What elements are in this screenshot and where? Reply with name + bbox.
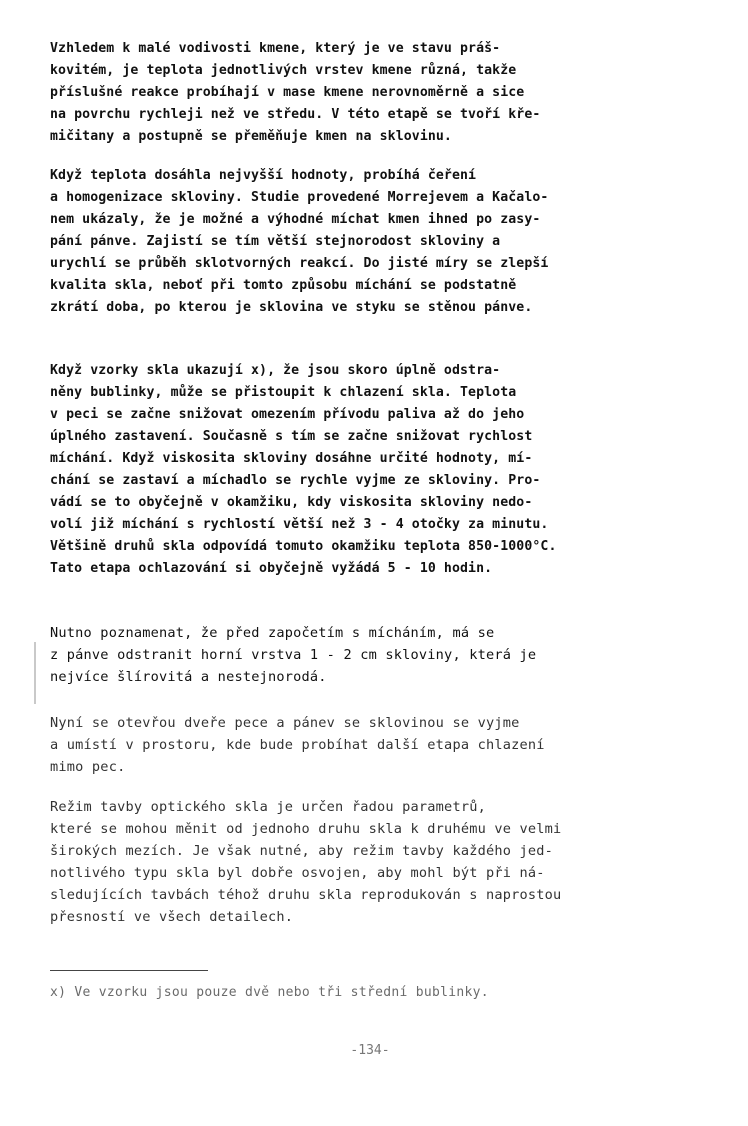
text-line: mičitany a postupně se přeměňuje kmen na sklovinu. xyxy=(50,129,452,144)
paragraph-4 xyxy=(50,622,710,688)
text-line: příslušné reakce probíhají v mase kmene nerovnoměrně a sice xyxy=(50,85,525,100)
paragraph-2 xyxy=(50,165,710,319)
text-line: v peci se začne snižovat omezením přívodu paliva až do jeho xyxy=(50,407,525,422)
page-number: -134- xyxy=(350,1043,390,1058)
text-line: které se mohou měnit od jednoho druhu skla k druhému ve velmi xyxy=(50,821,562,837)
text-line: chání se zastaví a míchadlo se rychle vyjme ze skloviny. Pro- xyxy=(50,473,541,488)
paragraph-1 xyxy=(50,38,710,148)
text-line: sledujících tavbách téhož druhu skla reprodukován s naprostou xyxy=(50,887,562,903)
text-line: Většině druhů skla odpovídá tomuto okamžiku teplota 850-1000°C. xyxy=(50,539,557,554)
text-line: přesností ve všech detailech. xyxy=(50,909,294,925)
text-line: a homogenizace skloviny. Studie provedené Morrejevem a Kačalo- xyxy=(50,190,549,205)
text-line: Vzhledem k malé vodivosti kmene, který je ve stavu práš- xyxy=(50,41,501,56)
text-line: míchání. Když viskosita skloviny dosáhne určité hodnoty, mí- xyxy=(50,451,533,466)
text-line: mimo pec. xyxy=(50,759,126,775)
text-line: kovitém, je teplota jednotlivých vrstev kmene různá, takže xyxy=(50,63,517,78)
text-line: Nutno poznamenat, že před započetím s mícháním, má se xyxy=(50,625,495,641)
paragraph-5 xyxy=(50,712,710,778)
text-line: a umístí v prostoru, kde bude probíhat další etapa chlazení xyxy=(50,737,545,753)
text-line: Režim tavby optického skla je určen řadou parametrů, xyxy=(50,799,486,815)
text-line: Tato etapa ochlazování si obyčejně vyžádá 5 - 10 hodin. xyxy=(50,561,493,576)
text-line: zkrátí doba, po kterou je sklovina ve styku se stěnou pánve. xyxy=(50,300,533,315)
text-line: urychlí se průběh sklotvorných reakcí. Do jisté míry se zlepší xyxy=(50,256,549,271)
text-line: něny bublinky, může se přistoupit k chlazení skla. Teplota xyxy=(50,385,517,400)
scan-margin-mark xyxy=(34,642,36,704)
text-line: nem ukázaly, že je možné a výhodné míchat kmen ihned po zasy- xyxy=(50,212,541,227)
footnote: x) Ve vzorku jsou pouze dvě nebo tři střední bublinky. xyxy=(50,985,489,1000)
text-line: volí již míchání s rychlostí větší než 3 - 4 otočky za minutu. xyxy=(50,517,549,532)
text-line: úplného zastavení. Současně s tím se začne snižovat rychlost xyxy=(50,429,533,444)
text-line: na povrchu rychleji než ve středu. V této etapě se tvoří kře- xyxy=(50,107,541,122)
text-line: notlivého typu skla byl dobře osvojen, aby mohl být při ná- xyxy=(50,865,545,881)
footnote-separator xyxy=(50,970,208,971)
text-line: Když vzorky skla ukazují x), že jsou skoro úplně odstra- xyxy=(50,363,501,378)
paragraph-3 xyxy=(50,360,710,580)
paragraph-6 xyxy=(50,796,710,928)
text-line: Nyní se otevřou dveře pece a pánev se sklovinou se vyjme xyxy=(50,715,520,731)
text-line: z pánve odstranit horní vrstva 1 - 2 cm skloviny, která je xyxy=(50,647,537,663)
text-line: nejvíce šlírovitá a nestejnorodá. xyxy=(50,669,327,685)
text-line: pání pánve. Zajistí se tím větší stejnorodost skloviny a xyxy=(50,234,501,249)
text-line: vádí se to obyčejně v okamžiku, kdy viskosita skloviny nedo- xyxy=(50,495,533,510)
text-line: kvalita skla, neboť při tomto způsobu míchání se podstatně xyxy=(50,278,517,293)
text-line: širokých mezích. Je však nutné, aby režim tavby každého jed- xyxy=(50,843,554,859)
text-line: Když teplota dosáhla nejvyšší hodnoty, probíhá čeření xyxy=(50,168,477,183)
